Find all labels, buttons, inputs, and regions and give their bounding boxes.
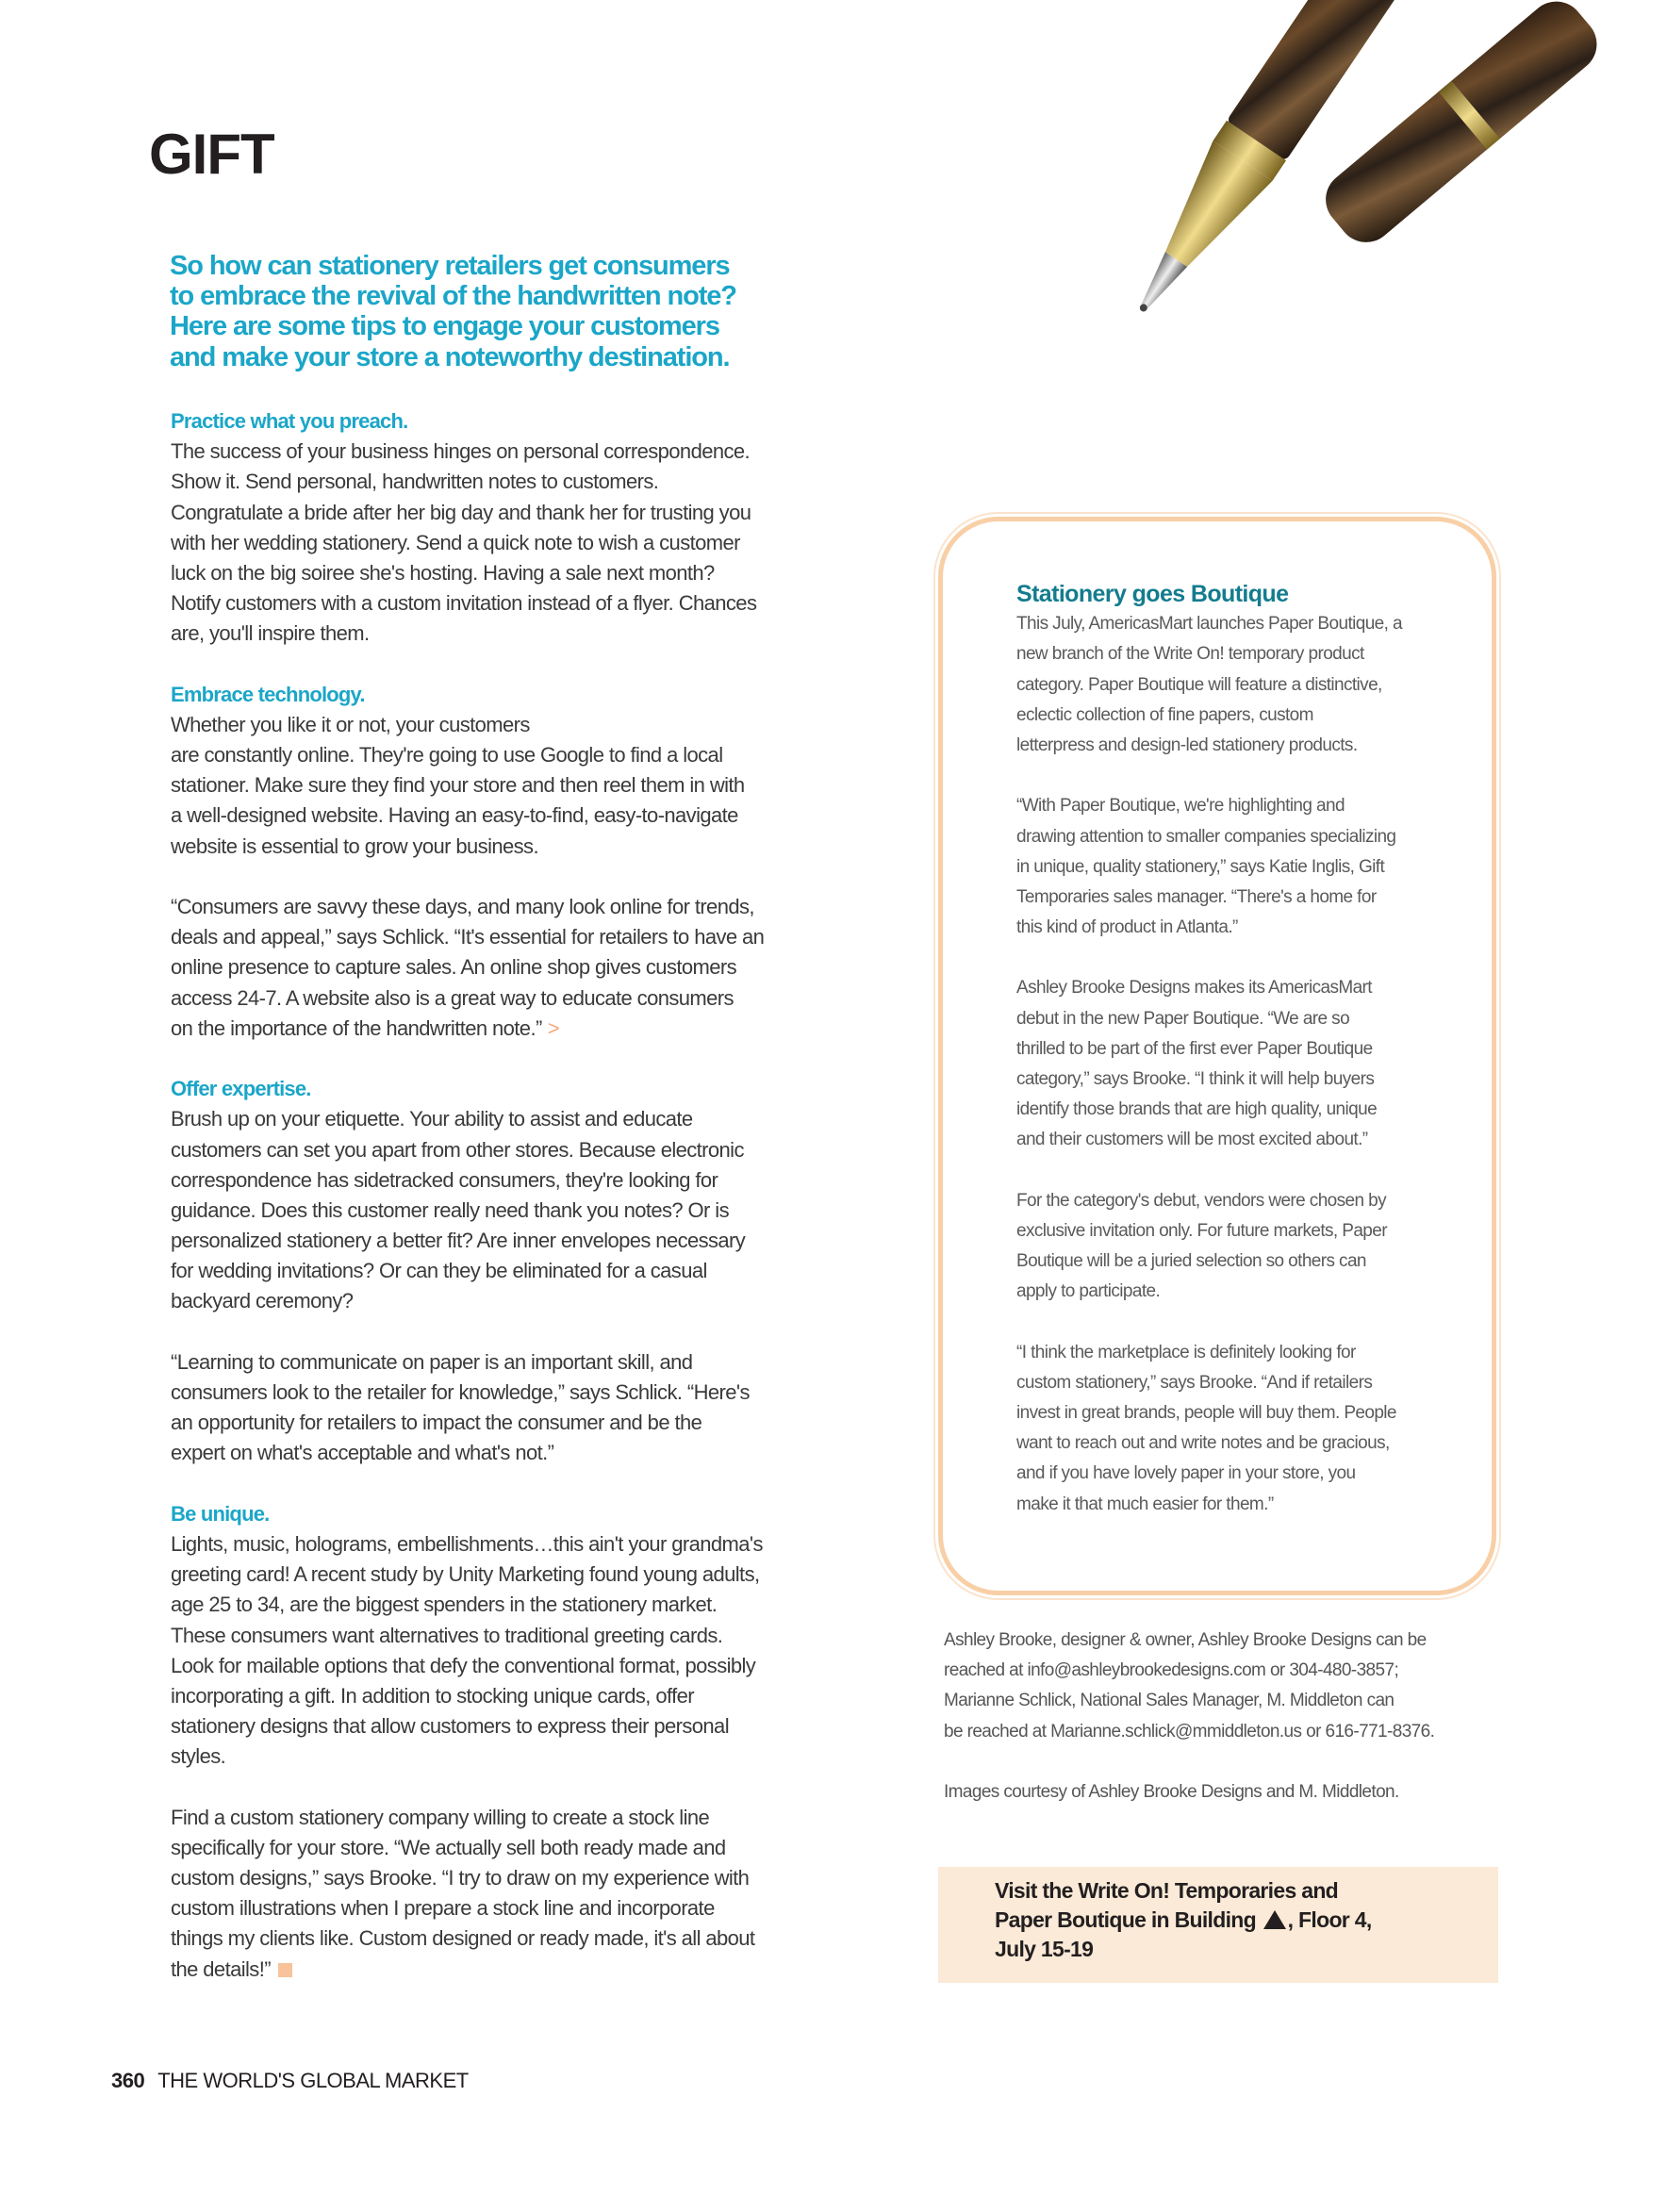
line-text: consumers look to the retailer for knowledge,” says Schlick. “Here's (171, 1380, 750, 1404)
line-text: greeting card! A recent study by Unity Marketing found young adults, (171, 1562, 760, 1587)
text-line (171, 1681, 850, 1711)
text-line (171, 619, 850, 649)
section-heading: Practice what you preach. (171, 409, 408, 433)
spacer (171, 1772, 850, 1802)
line-text: Ashley Brooke Designs makes its AmericasMart (1016, 978, 1372, 999)
line-text: new branch of the Write On! temporary product (1016, 644, 1364, 665)
line-text: website is essential to grow your business. (171, 834, 538, 858)
line-text: make it that much easier for them.” (1016, 1494, 1274, 1514)
line-text: identify those brands that are high quality, unique (1016, 1099, 1378, 1120)
text-line (171, 1803, 850, 1833)
visit-line-2b: , Floor 4, (1287, 1907, 1372, 1932)
line-text: customers can set you apart from other stores. Because electronic (171, 1137, 744, 1162)
text-line (171, 710, 850, 740)
text-line (171, 801, 850, 831)
line-text: and if you have lovely paper in your store, you (1016, 1463, 1356, 1484)
text-line (171, 1104, 850, 1134)
line-text: access 24-7. A website also is a great way to educate consumers (171, 985, 734, 1010)
text-line (171, 983, 850, 1014)
line-text: for wedding invitations? Or can they be eliminated for a casual (171, 1259, 707, 1283)
text-line (1016, 1398, 1402, 1428)
line-text: Marianne Schlick, National Sales Manager, M. Middleton can (944, 1691, 1395, 1711)
sidebar-text (1016, 579, 1402, 1520)
line-text: Images courtesy of Ashley Brooke Designs and M. Middleton. (944, 1781, 1399, 1802)
line-text: Congratulate a bride after her big day and thank her for trusting you (171, 500, 751, 524)
line-text: this kind of product in Atlanta.” (1016, 917, 1238, 938)
text-line (1016, 1277, 1402, 1307)
line-text: Find a custom stationery company willing to create a stock line (171, 1805, 710, 1829)
text-line (171, 770, 850, 801)
line-text: correspondence has sidetracked consumers, they're looking for (171, 1167, 718, 1192)
text-line (944, 1626, 1434, 1656)
line-text: The success of your business hinges on personal correspondence. (171, 439, 751, 464)
text-line (1016, 1338, 1402, 1368)
section-title: GIFT (149, 123, 274, 186)
text-line (171, 1711, 850, 1742)
line-text: be reached at Marianne.schlick@mmiddleton.us or 616-771-8376. (944, 1721, 1435, 1742)
line-text: custom stationery,” says Brooke. “And if retailers (1016, 1372, 1373, 1393)
intro-line: to embrace the revival of the handwritten note? (170, 281, 736, 312)
line-text: Ashley Brooke, designer & owner, Ashley Brooke Designs can be (944, 1630, 1427, 1650)
line-text: deals and appeal,” says Schlick. “It's essential for retailers to have an (171, 925, 765, 949)
text-line (1016, 822, 1402, 852)
line-text: letterpress and design-led stationery products. (1016, 735, 1358, 755)
spacer (171, 650, 850, 680)
text-line (1016, 852, 1402, 883)
line-text: want to reach out and write notes and be gracious, (1016, 1433, 1390, 1454)
text-line (1016, 1459, 1402, 1489)
text-line (171, 467, 850, 497)
text-line (171, 1833, 850, 1863)
section-heading: Be unique. (171, 1501, 270, 1526)
text-line (171, 1196, 850, 1226)
spacer (1016, 943, 1402, 973)
text-line (1016, 731, 1402, 761)
text-line (171, 1226, 850, 1256)
text-line (171, 1893, 850, 1923)
text-line (171, 1742, 850, 1772)
line-text: These consumers want alternatives to traditional greeting cards. (171, 1623, 723, 1647)
text-line (171, 922, 850, 952)
spacer (171, 1469, 850, 1499)
text-line (171, 1378, 850, 1408)
text-line (171, 1651, 850, 1681)
text-line (171, 558, 850, 588)
text-line (171, 1256, 850, 1286)
text-line (171, 498, 850, 528)
line-text: Temporaries sales manager. “There's a home for (1016, 886, 1377, 907)
line-text: age 25 to 34, are the biggest spenders in the stationery market. (171, 1593, 718, 1617)
text-line (1016, 670, 1402, 701)
text-line (1016, 639, 1402, 669)
line-text: online presence to capture sales. An online shop gives customers (171, 955, 736, 980)
line-text: expert on what's acceptable and what's not.” (171, 1441, 554, 1465)
text-line (171, 1560, 850, 1590)
line-text: Lights, music, holograms, embellishments…this ain't your grandma's (171, 1531, 763, 1556)
text-line (171, 1529, 850, 1560)
line-text: luck on the big soiree she's hosting. Having a sale next month? (171, 560, 715, 585)
line-text: backyard ceremony? (171, 1289, 354, 1313)
text-line (1016, 1065, 1402, 1095)
spacer (1016, 1308, 1402, 1338)
intro-line: So how can stationery retailers get consumers (170, 251, 730, 281)
line-text: an opportunity for retailers to impact the consumer and be the (171, 1411, 702, 1435)
text-line (171, 1135, 850, 1165)
text-line (171, 1014, 850, 1044)
text-line (1016, 1368, 1402, 1398)
line-text: are, you'll inspire them. (171, 621, 370, 646)
text-line (1016, 609, 1402, 639)
spacer (171, 862, 850, 892)
line-text: exclusive invitation only. For future markets, Paper (1016, 1220, 1387, 1241)
visit-callout (938, 1867, 1498, 1983)
line-text: Brush up on your etiquette. Your ability to assist and educate (171, 1107, 693, 1131)
text-line (171, 1347, 850, 1378)
text-line (1016, 1004, 1402, 1034)
pen-photo (981, 0, 1659, 471)
text-line (171, 1590, 850, 1620)
line-text: guidance. Does this customer really need thank you notes? Or is (171, 1197, 729, 1222)
text-line (171, 437, 850, 467)
spacer (171, 1317, 850, 1347)
line-text: custom illustrations when I prepare a stock line and incorporate (171, 1896, 715, 1921)
text-line (1016, 701, 1402, 731)
line-text: in unique, quality stationery,” says Katie Inglis, Gift (1016, 856, 1385, 877)
line-text: category. Paper Boutique will feature a distinctive, (1016, 674, 1382, 695)
text-line (171, 952, 850, 982)
line-text: styles. (171, 1744, 226, 1769)
text-line (944, 1686, 1434, 1716)
line-text: This July, AmericasMart launches Paper Boutique, a (1016, 614, 1402, 635)
line-text: “I think the marketplace is definitely looking for (1016, 1342, 1356, 1362)
line-text: “Consumers are savvy these days, and many look online for trends, (171, 895, 754, 918)
text-line (944, 1656, 1434, 1686)
text-line (944, 1777, 1434, 1808)
line-text: stationery designs that allow customers to express their personal (171, 1714, 729, 1739)
text-line (1016, 1490, 1402, 1520)
text-line (1016, 913, 1402, 943)
text-line (171, 892, 850, 922)
text-line (171, 1863, 850, 1893)
line-text: “With Paper Boutique, we're highlighting and (1016, 796, 1345, 817)
text-line (1016, 1125, 1402, 1155)
text-line (171, 1438, 850, 1468)
line-text: debut in the new Paper Boutique. “We are so (1016, 1008, 1350, 1029)
section-heading: Stationery goes Boutique (1016, 581, 1289, 607)
line-text: custom designs,” says Brooke. “I try to draw on my experience with (171, 1866, 750, 1890)
spacer (944, 1747, 1434, 1777)
building-a-triangle-icon (1263, 1910, 1286, 1929)
line-text: “Learning to communicate on paper is an important skill, and (171, 1349, 693, 1374)
line-text: Notify customers with a custom invitation instead of a flyer. Chances (171, 591, 757, 616)
line-text: specifically for your store. “We actually sell both ready made and (171, 1835, 726, 1859)
line-text: are constantly online. They're going to use Google to find a local (171, 743, 723, 768)
text-line (171, 1165, 850, 1196)
text-line (171, 832, 850, 862)
spacer (1016, 761, 1402, 791)
line-text: stationer. Make sure they find your store and then reel them in with (171, 773, 745, 798)
spacer (1016, 1156, 1402, 1186)
text-line (171, 1955, 850, 1985)
text-line (171, 1286, 850, 1316)
spacer (171, 1044, 850, 1074)
text-line (1016, 1216, 1402, 1246)
text-line (1016, 791, 1402, 821)
intro-line: and make your store a noteworthy destination. (170, 341, 730, 372)
text-line (171, 1408, 850, 1438)
text-line (1016, 1246, 1402, 1277)
line-text: on the importance of the handwritten note.” (171, 1015, 542, 1040)
text-line (171, 1621, 850, 1651)
continue-arrow-icon: > (547, 1015, 559, 1040)
line-text: drawing attention to smaller companies specializing (1016, 826, 1396, 847)
line-text: eclectic collection of fine papers, custom (1016, 704, 1313, 725)
visit-line-2 (995, 1906, 1372, 1935)
intro-deck (170, 251, 736, 372)
text-line (944, 1717, 1434, 1747)
text-line (1016, 973, 1402, 1003)
visit-line-3: July 15-19 (995, 1937, 1094, 1961)
line-text: a well-designed website. Having an easy-to-find, easy-to-navigate (171, 803, 738, 828)
text-line (1016, 1428, 1402, 1459)
text-line (1016, 1095, 1402, 1125)
line-text: Whether you like it or not, your customers (171, 712, 530, 736)
article-body (171, 406, 850, 1985)
section-heading: Embrace technology. (171, 682, 365, 706)
line-text: Show it. Send personal, handwritten notes to customers. (171, 470, 659, 494)
credits (944, 1626, 1434, 1808)
section-heading: Offer expertise. (171, 1077, 311, 1101)
end-mark-square-icon (278, 1963, 292, 1977)
visit-line-1: Visit the Write On! Temporaries and (995, 1878, 1339, 1903)
intro-line: Here are some tips to engage your customers (170, 311, 719, 342)
line-text: thrilled to be part of the first ever Paper Boutique (1016, 1038, 1373, 1059)
line-text: with her wedding stationery. Send a quick note to wish a customer (171, 530, 740, 554)
line-text: personalized stationery a better fit? Are inner envelopes necessary (171, 1229, 746, 1253)
text-line (1016, 1034, 1402, 1065)
line-text: reached at info@ashleybrookedesigns.com or 304-480-3857; (944, 1660, 1399, 1681)
text-line (171, 1923, 850, 1954)
line-text: incorporating a gift. In addition to stocking unique cards, offer (171, 1683, 694, 1708)
visit-line-2a: Paper Boutique in Building (995, 1907, 1256, 1932)
line-text: Boutique will be a juried selection so others can (1016, 1251, 1366, 1272)
line-text: invest in great brands, people will buy them. People (1016, 1403, 1396, 1424)
text-line (171, 588, 850, 619)
text-line (171, 740, 850, 770)
line-text: and their customers will be most excited about.” (1016, 1130, 1368, 1150)
line-text: the details!” (171, 1956, 271, 1981)
line-text: category,” says Brooke. “I think it will help buyers (1016, 1069, 1375, 1089)
page-number: 360 (111, 2069, 145, 2092)
text-line (1016, 1186, 1402, 1216)
text-line (171, 528, 850, 558)
text-line (1016, 883, 1402, 913)
line-text: things my clients like. Custom designed or ready made, it's all about (171, 1926, 755, 1951)
line-text: For the category's debut, vendors were chosen by (1016, 1190, 1387, 1211)
page-footer (111, 2069, 469, 2093)
publication-name: THE WORLD'S GLOBAL MARKET (157, 2069, 469, 2092)
line-text: apply to participate. (1016, 1281, 1161, 1302)
line-text: Look for mailable options that defy the conventional format, possibly (171, 1653, 756, 1677)
